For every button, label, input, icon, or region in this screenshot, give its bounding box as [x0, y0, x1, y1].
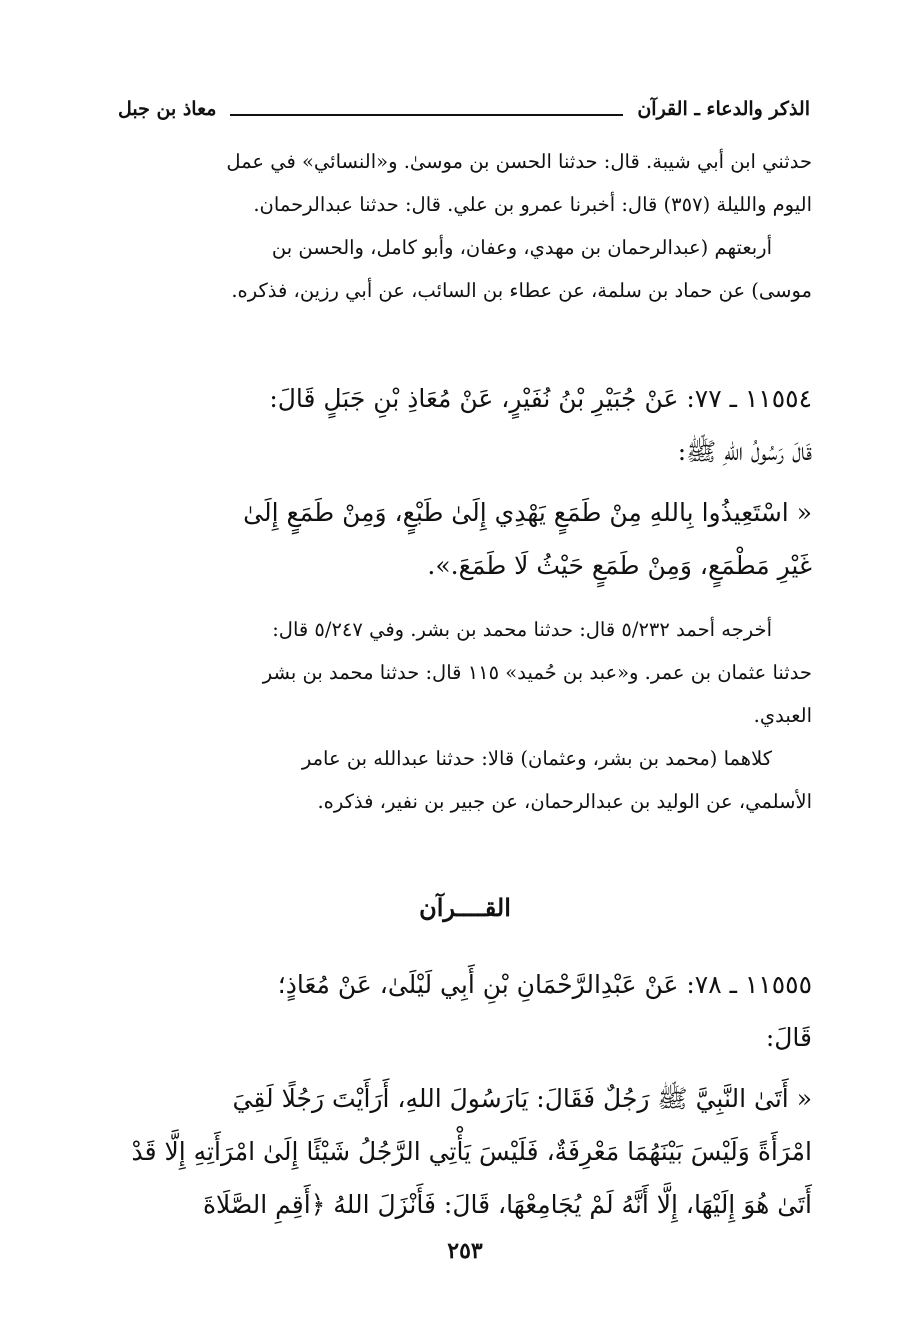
- section-title: القــــرآن: [419, 893, 511, 922]
- page-number: ٢٥٣: [447, 1238, 483, 1264]
- source-line: حدثنا عثمان بن عمر. و«عبد بن حُميد» ١١٥ قال: حدثنا محمد بن بشر: [262, 661, 812, 684]
- source-line: الأسلمي، عن الوليد بن عبدالرحمان، عن جبير بن نفير، فذكره.: [317, 790, 812, 813]
- hadith-text-line: غَيْرِ مَطْمَعٍ، وَمِنْ طَمَعٍ حَيْثُ لَا طَمَعَ.».: [427, 551, 812, 580]
- header-rule: [230, 114, 623, 116]
- hadith-text-line: امْرَأَةً وَلَيْسَ بَيْنَهُمَا مَعْرِفَةٌ، فَلَيْسَ يَأْتِي الرَّجُلُ شَيْئًا إِلَىٰ امْرَأَتِهِ إِلَّا قَدْ: [131, 1137, 812, 1166]
- source-line: حدثني ابن أبي شيبة. قال: حدثنا الحسن بن موسىٰ. و«النسائي» في عمل: [226, 150, 812, 173]
- header-companion-name: معاذ بن جبل: [118, 98, 217, 120]
- source-line: اليوم والليلة (٣٥٧) قال: أخبرنا عمرو بن علي. قال: حدثنا عبدالرحمان.: [253, 193, 812, 216]
- source-line: العبدي.: [753, 704, 812, 727]
- top-source-notes: [118, 140, 812, 312]
- hadith-11555: [118, 958, 812, 1231]
- hadith-11554: [118, 372, 812, 592]
- running-header: [118, 92, 810, 126]
- source-line: موسى) عن حماد بن سلمة، عن عطاء بن السائب، عن أبي رزين، فذكره.: [231, 279, 812, 302]
- hadith-11554-sources: [118, 608, 812, 823]
- source-line: كلاهما (محمد بن بشر، وعثمان) قالا: حدثنا عبدالله بن عامر: [301, 747, 772, 770]
- hadith-chain-line: قَالَ رَسُولُ اللهِ ﷺ:: [677, 437, 812, 466]
- hadith-text-line: « اسْتَعِيذُوا بِاللهِ مِنْ طَمَعٍ يَهْدِي إِلَىٰ طَبْعٍ، وَمِنْ طَمَعٍ إِلَىٰ: [243, 498, 812, 527]
- hadith-chain-line: ١١٥٥٤ ـ ٧٧: عَنْ جُبَيْرِ بْنُ نُفَيْرٍ، عَنْ مُعَاذِ بْنِ جَبَلٍ قَالَ:: [269, 384, 812, 413]
- hadith-chain-line: ١١٥٥٥ ـ ٧٨: عَنْ عَبْدِالرَّحْمَانِ بْنِ أَبِي لَيْلَىٰ، عَنْ مُعَاذٍ؛: [277, 970, 812, 999]
- source-line: أربعتهم (عبدالرحمان بن مهدي، وعفان، وأبو كامل، والحسن بن: [271, 236, 772, 259]
- source-line: أخرجه أحمد ٥/٢٣٢ قال: حدثنا محمد بن بشر. وفي ٥/٢٤٧ قال:: [272, 618, 772, 641]
- header-chapter-title: الذكر والدعاء ـ القرآن: [637, 98, 810, 120]
- hadith-text-line: أَتَىٰ هُوَ إِلَيْهَا، إِلَّا أَنَّهُ لَمْ يُجَامِعْهَا، قَالَ: فَأَنْزَلَ اللهُ ﴿أَقِمِ الصَّلَاةَ: [202, 1190, 812, 1219]
- hadith-text-line: « أَتَىٰ النَّبِيَّ ﷺ رَجُلٌ فَقَالَ: يَارَسُولَ اللهِ، أَرَأَيْتَ رَجُلًا لَقِيَ: [232, 1084, 812, 1113]
- hadith-chain-line: قَالَ:: [765, 1023, 812, 1052]
